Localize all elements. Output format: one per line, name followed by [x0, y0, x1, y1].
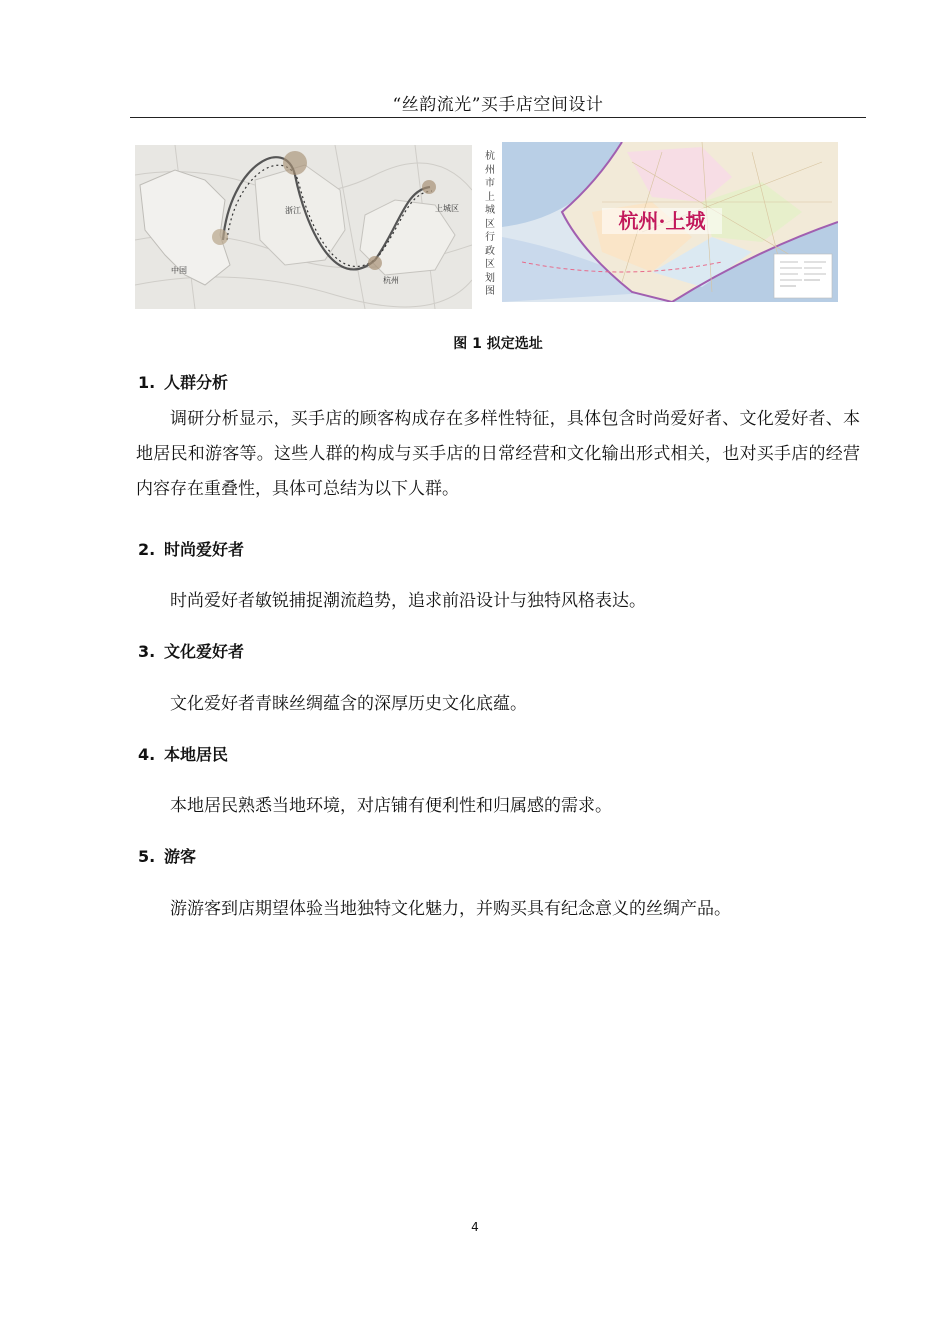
- running-header: “丝韵流光”买手店空间设计: [392, 95, 604, 115]
- section-heading-1: [138, 370, 228, 393]
- label-hangzhou: 杭州: [383, 276, 399, 285]
- section-heading-3: [138, 639, 244, 662]
- district-map-graphic: [502, 142, 838, 302]
- page-number: 4: [471, 1220, 479, 1234]
- section-title: 本地居民: [164, 745, 229, 764]
- label-china: 中国: [171, 266, 187, 275]
- section-body-5: 游游客到店期望体验当地独特文化魅力，并购买具有纪念意义的丝绸产品。: [170, 899, 731, 919]
- section-number: 2.: [138, 540, 156, 559]
- section-heading-2: [138, 537, 244, 560]
- section-title: 时尚爱好者: [164, 540, 245, 559]
- section-body-2: 时尚爱好者敏锐捕捉潮流趋势，追求前沿设计与独特风格表达。: [170, 591, 646, 611]
- section-number: 1.: [138, 373, 156, 392]
- section-number: 5.: [138, 847, 156, 866]
- district-map-figure: [502, 142, 838, 302]
- section-number: 3.: [138, 642, 156, 661]
- label-shangcheng: 上城区: [435, 204, 459, 213]
- section-heading-4: [138, 742, 228, 765]
- section-title: 文化爱好者: [164, 642, 245, 661]
- map-vertical-title: 杭 州 市 上 城 区 行 政 区 划 图: [485, 151, 495, 297]
- location-map-graphic: [135, 145, 472, 309]
- section-heading-5: [138, 844, 196, 867]
- section-body-4: 本地居民熟悉当地环境，对店铺有便利性和归属感的需求。: [170, 796, 612, 816]
- section-body-3: 文化爱好者青睐丝绸蕴含的深厚历史文化底蕴。: [170, 694, 527, 714]
- location-map-figure: [135, 145, 472, 309]
- section-title: 人群分析: [164, 373, 229, 392]
- figure-caption: 图 1 拟定选址: [453, 336, 543, 352]
- map-banner: 杭州·上城: [618, 209, 706, 233]
- section-number: 4.: [138, 745, 156, 764]
- section-body-1: 调研分析显示，买手店的顾客构成存在多样性特征，具体包含时尚爱好者、文化爱好者、本地居民和游客等。这些人群的构成与买手店的日常经营和文化输出形式相关，也对买手店的经营内容存在重叠性，具体可总结为以下人群。: [136, 409, 860, 499]
- section-title: 游客: [164, 847, 197, 866]
- label-zhejiang: 浙江: [285, 206, 301, 215]
- header-rule: [130, 117, 866, 118]
